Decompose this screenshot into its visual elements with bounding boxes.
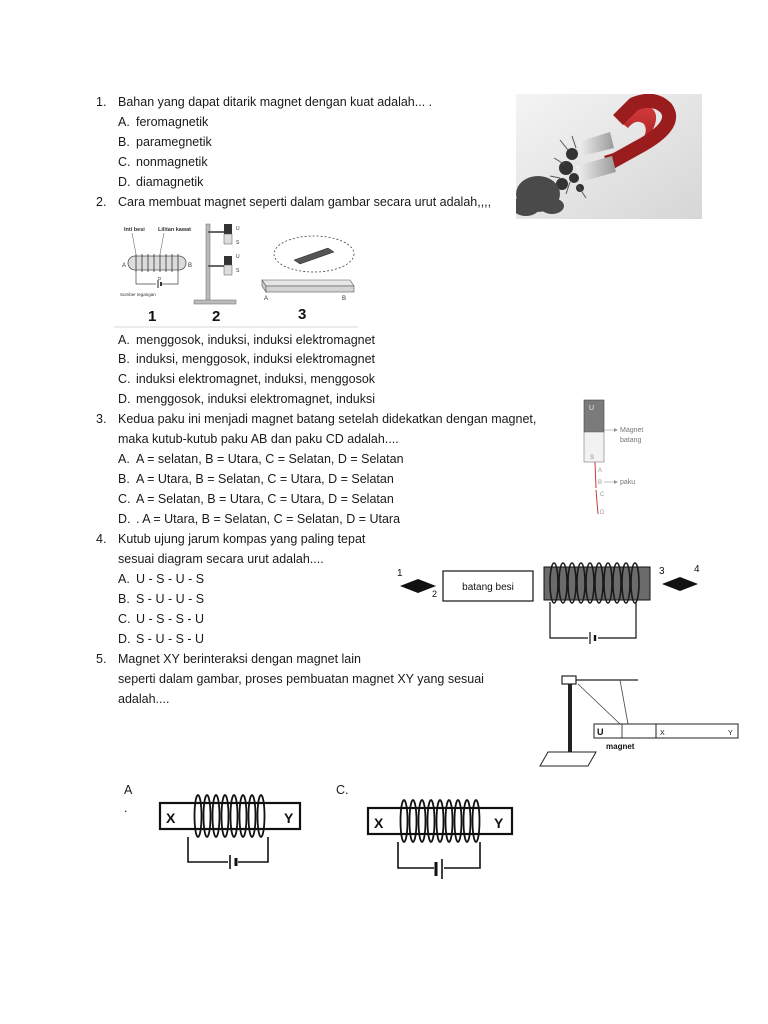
compass-number-1: 1 bbox=[397, 568, 403, 579]
q3-text-line2: maka kutub-kutub paku AB dan paku CD adalah.... bbox=[118, 432, 399, 446]
magnet-making-methods-figure bbox=[114, 214, 358, 328]
q5-number: 5. bbox=[96, 652, 107, 666]
q2-option-c-text: induksi elektromagnet, induksi, menggosok bbox=[136, 372, 376, 386]
q3-option-b-letter: B. bbox=[118, 472, 130, 486]
compass-electromagnet-figure bbox=[392, 546, 712, 650]
q4-number: 4. bbox=[96, 532, 107, 546]
pole-u: U bbox=[589, 405, 595, 412]
compass-number-4: 4 bbox=[694, 564, 700, 575]
q1-number: 1. bbox=[96, 95, 107, 109]
q1-option-a-letter: A. bbox=[118, 115, 130, 129]
label-s-bottom: S bbox=[236, 268, 240, 274]
stand-label-x: X bbox=[660, 730, 665, 737]
label-sumber-tegangan: Sumber tegangan bbox=[120, 292, 156, 297]
magnet-stand-figure bbox=[524, 656, 744, 778]
q2-option-a-text: menggosok, induksi, induksi elektromagnet bbox=[136, 333, 376, 347]
q1-option-a-text: feromagnetik bbox=[136, 115, 209, 129]
choice-a-y: Y bbox=[284, 810, 294, 826]
nail-label-a: A bbox=[598, 468, 603, 474]
q4-option-c-letter: C. bbox=[118, 612, 131, 626]
q2-option-c-letter: C. bbox=[118, 372, 131, 386]
iron-bar-label: batang besi bbox=[462, 582, 514, 593]
q4-option-b-letter: B. bbox=[118, 592, 130, 606]
q3-option-c-letter: C. bbox=[118, 492, 131, 506]
q3-option-d-letter: D. bbox=[118, 512, 131, 526]
q1-text: Bahan yang dapat ditarik magnet dengan kuat adalah... . bbox=[118, 95, 433, 109]
choice-a-coil-figure bbox=[150, 780, 310, 876]
label-lilitan-kawat: Lilitan kawat bbox=[158, 227, 192, 233]
q4-text-line1: Kutub ujung jarum kompas yang paling tepat bbox=[118, 532, 366, 546]
choice-a-letter: A bbox=[124, 783, 133, 797]
choice-c-y: Y bbox=[494, 815, 504, 831]
nail-label-c: C bbox=[600, 492, 605, 498]
figure-number-3: 3 bbox=[298, 306, 307, 323]
label-magnet: Magnet bbox=[620, 427, 644, 434]
figure-number-1: 1 bbox=[148, 308, 157, 325]
stand-label-y: Y bbox=[728, 730, 733, 737]
choice-a-dot: . bbox=[124, 801, 128, 815]
label-a-panel1: A bbox=[122, 263, 127, 269]
q4-option-a-letter: A. bbox=[118, 572, 130, 586]
label-b-panel1: B bbox=[188, 263, 193, 269]
label-u-top: U bbox=[236, 226, 240, 232]
nail-label-b: B bbox=[598, 480, 603, 486]
label-inti-besi: Inti besi bbox=[124, 227, 145, 233]
q2-option-d-letter: D. bbox=[118, 392, 131, 406]
q1-option-d-letter: D. bbox=[118, 175, 131, 189]
q3-number: 3. bbox=[96, 412, 107, 426]
q1-option-d-text: diamagnetik bbox=[136, 175, 204, 189]
choice-a-x: X bbox=[166, 810, 176, 826]
q1-option-b-letter: B. bbox=[118, 135, 130, 149]
q3-option-c-text: A = Selatan, B = Utara, C = Utara, D = Selatan bbox=[136, 492, 394, 506]
q4-text-line2: sesuai diagram secara urut adalah.... bbox=[118, 552, 324, 566]
q4-option-d-text: S - U - S - U bbox=[136, 632, 205, 646]
q5-text-line1: Magnet XY berinteraksi dengan magnet lain bbox=[118, 652, 361, 666]
q5-text-line2: seperti dalam gambar, proses pembuatan magnet XY yang sesuai bbox=[118, 672, 484, 686]
pole-s: S bbox=[590, 455, 595, 461]
label-s-top: S bbox=[236, 240, 240, 246]
q4-option-c-text: U - S - S - U bbox=[136, 612, 205, 626]
label-a-bar: A bbox=[264, 296, 269, 302]
q3-text-line1: Kedua paku ini menjadi magnet batang setelah didekatkan dengan magnet, bbox=[118, 412, 537, 426]
q2-option-a-letter: A. bbox=[118, 333, 130, 347]
q2-option-b-text: induksi, menggosok, induksi elektromagnet bbox=[136, 352, 376, 366]
q3-option-d-text: . A = Utara, B = Selatan, C = Selatan, D = Utara bbox=[136, 512, 401, 526]
compass-number-3: 3 bbox=[659, 566, 665, 577]
horseshoe-magnet-photo bbox=[516, 94, 702, 219]
q2-option-d-text: menggosok, induksi elektromagnet, induksi bbox=[136, 392, 376, 406]
q2-option-b-letter: B. bbox=[118, 352, 130, 366]
q2-text: Cara membuat magnet seperti dalam gambar secara urut adalah,,,, bbox=[118, 195, 492, 209]
stand-label-u: U bbox=[597, 727, 604, 737]
q3-option-b-text: A = Utara, B = Selatan, C = Utara, D = Selatan bbox=[136, 472, 394, 486]
q1-option-c-letter: C. bbox=[118, 155, 131, 169]
label-u-bottom: U bbox=[236, 254, 240, 260]
stand-label-magnet: magnet bbox=[606, 742, 635, 751]
q4-option-d-letter: D. bbox=[118, 632, 131, 646]
label-d: D bbox=[158, 276, 162, 281]
q3-option-a-text: A = selatan, B = Utara, C = Selatan, D = Selatan bbox=[136, 452, 404, 466]
label-batang: batang bbox=[620, 437, 642, 444]
q1-option-c-text: nonmagnetik bbox=[136, 155, 208, 169]
choice-c-letter: C. bbox=[336, 783, 349, 797]
q5-text-line3: adalah.... bbox=[118, 692, 170, 706]
q1-option-b-text: paramegnetik bbox=[136, 135, 212, 149]
choice-c-coil-figure bbox=[360, 782, 520, 886]
choice-c-x: X bbox=[374, 815, 384, 831]
q4-option-b-text: S - U - U - S bbox=[136, 592, 205, 606]
q3-option-a-letter: A. bbox=[118, 452, 130, 466]
label-b-bar: B bbox=[342, 296, 347, 302]
q4-option-a-text: U - S - U - S bbox=[136, 572, 205, 586]
compass-number-2: 2 bbox=[432, 589, 438, 599]
nail-label-d: D bbox=[600, 510, 605, 516]
bar-magnet-nails-figure bbox=[574, 396, 660, 520]
figure-number-2: 2 bbox=[212, 308, 221, 325]
q2-number: 2. bbox=[96, 195, 107, 209]
label-paku: paku bbox=[620, 479, 636, 486]
